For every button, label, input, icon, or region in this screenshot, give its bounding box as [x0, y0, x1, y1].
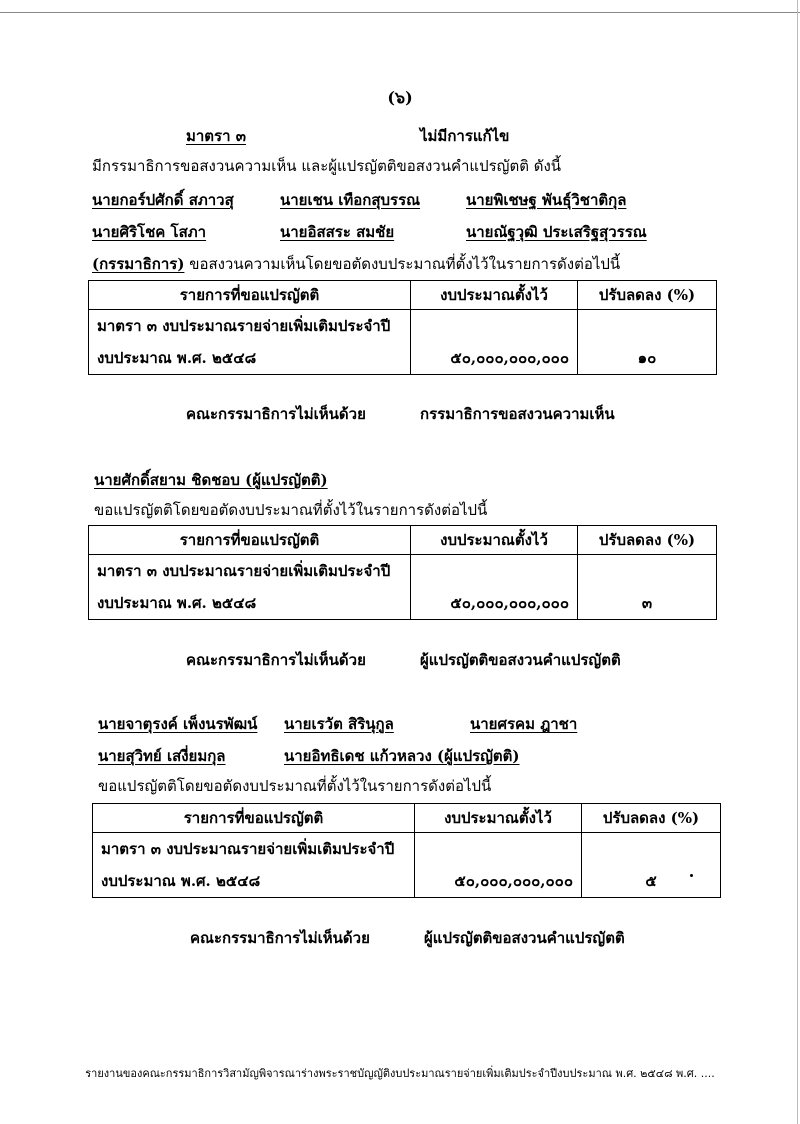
amendment-text: ขอแปรญัตติโดยขอตัดงบประมาณที่ตั้งไว้ในรายการดังต่อไปนี้ — [94, 501, 488, 519]
result-committee: คณะกรรมาธิการไม่เห็นด้วย — [186, 405, 366, 423]
amender-name: นายศรคม ฎาชา — [470, 715, 578, 733]
committee-member-name: นายอิสสระ สมชัย — [280, 223, 395, 241]
header-budget: งบประมาณตั้งไว้ — [411, 281, 578, 310]
header-budget: งบประมาณตั้งไว้ — [415, 804, 582, 833]
committee-reservation-line — [92, 252, 620, 276]
cut-cell-empty — [578, 555, 717, 588]
budget-table-1 — [88, 280, 717, 375]
budget-table-3 — [92, 803, 721, 898]
header-item: รายการที่ขอแปรญัตติ — [89, 526, 411, 555]
item-line-2: งบประมาณ พ.ศ. ๒๕๔๘ — [93, 865, 415, 898]
header-item: รายการที่ขอแปรญัตติ — [89, 281, 411, 310]
committee-reservation-text: ขอสงวนความเห็นโดยขอตัดงบประมาณที่ตั้งไว้ในรายการดังต่อไปนี้ — [184, 255, 621, 273]
budget-value: ๕๐,๐๐๐,๐๐๐,๐๐๐ — [411, 342, 578, 375]
cut-value: ๕ — [582, 865, 721, 898]
cut-cell-empty — [582, 833, 721, 866]
result-reservation: ผู้แปรญัตติขอสงวนคำแปรญัตติ — [420, 651, 621, 669]
budget-cell-empty — [411, 310, 578, 343]
result-committee: คณะกรรมาธิการไม่เห็นด้วย — [186, 651, 366, 669]
budget-table-2 — [88, 525, 717, 620]
cut-value: ๓ — [578, 587, 717, 620]
amender-name: นายสุวิทย์ เสงี่ยมกุล — [98, 747, 226, 765]
item-line-1: มาตรา ๓ งบประมาณรายจ่ายเพิ่มเติมประจำปี — [89, 555, 411, 588]
page-right-edge — [797, 0, 798, 1124]
page-top-edge — [0, 12, 800, 13]
result-reservation: กรรมาธิการขอสงวนความเห็น — [420, 405, 615, 423]
committee-member-name: นายพิเชษฐ พันธุ์วิชาติกุล — [466, 191, 627, 209]
committee-label: (กรรมาธิการ) — [92, 255, 185, 273]
budget-value: ๕๐,๐๐๐,๐๐๐,๐๐๐ — [411, 587, 578, 620]
amender-name: นายอิทธิเดช แก้วหลวง (ผู้แปรญัตติ) — [284, 747, 520, 765]
page-footer: รายงานของคณะกรรมาธิการวิสามัญพิจารณาร่างพระราชบัญญัติงบประมาณรายจ่ายเพิ่มเติมประจำปีงบประมาณ พ.ศ. ๒๕๔๘ พ.ศ. .... — [85, 1067, 715, 1080]
committee-member-name: นายเชน เทือกสุบรรณ — [280, 191, 421, 209]
scan-speck — [690, 874, 693, 877]
item-line-1: มาตรา ๓ งบประมาณรายจ่ายเพิ่มเติมประจำปี — [93, 833, 415, 866]
amendment-text: ขอแปรญัตติโดยขอตัดงบประมาณที่ตั้งไว้ในรายการดังต่อไปนี้ — [98, 777, 492, 795]
item-line-1: มาตรา ๓ งบประมาณรายจ่ายเพิ่มเติมประจำปี — [89, 310, 411, 343]
article-heading: มาตรา ๓ — [186, 127, 247, 145]
committee-member-name: นายกอร์ปศักดิ์ สภาวสุ — [92, 191, 234, 209]
committee-member-name: นายศิริโชค โสภา — [92, 223, 207, 241]
intro-text: มีกรรมาธิการขอสงวนความเห็น และผู้แปรญัตติขอสงวนคำแปรญัตติ ดังนี้ — [92, 157, 562, 175]
header-budget: งบประมาณตั้งไว้ — [411, 526, 578, 555]
budget-cell-empty — [415, 833, 582, 866]
header-cut: ปรับลดลง (%) — [582, 804, 721, 833]
budget-value: ๕๐,๐๐๐,๐๐๐,๐๐๐ — [415, 865, 582, 898]
result-committee: คณะกรรมาธิการไม่เห็นด้วย — [190, 929, 370, 947]
result-reservation: ผู้แปรญัตติขอสงวนคำแปรญัตติ — [424, 929, 625, 947]
header-cut: ปรับลดลง (%) — [578, 526, 717, 555]
cut-cell-empty — [578, 310, 717, 343]
article-status: ไม่มีการแก้ไข — [420, 127, 510, 145]
budget-cell-empty — [411, 555, 578, 588]
amender-name: นายเรวัต สิรินุกูล — [284, 715, 394, 733]
amender-name: นายศักดิ์สยาม ชิดชอบ (ผู้แปรญัตติ) — [94, 471, 328, 489]
header-cut: ปรับลดลง (%) — [578, 281, 717, 310]
committee-member-name: นายณัฐวุฒิ ประเสริฐสุวรรณ — [466, 223, 647, 241]
header-item: รายการที่ขอแปรญัตติ — [93, 804, 415, 833]
item-line-2: งบประมาณ พ.ศ. ๒๕๔๘ — [89, 587, 411, 620]
amender-name: นายจาตุรงค์ เพ็งนรพัฒน์ — [98, 715, 258, 733]
cut-value: ๑๐ — [578, 342, 717, 375]
item-line-2: งบประมาณ พ.ศ. ๒๕๔๘ — [89, 342, 411, 375]
page-number: (๖) — [387, 88, 413, 107]
